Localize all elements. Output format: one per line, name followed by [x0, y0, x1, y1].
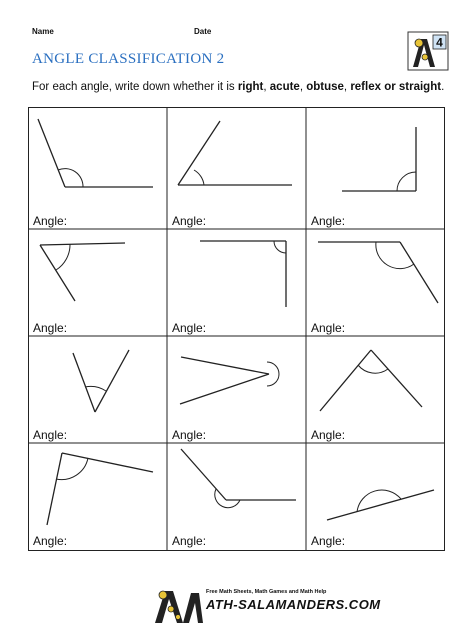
- angle-figure-12: [327, 490, 434, 520]
- angle-label-1: Angle:: [33, 214, 68, 228]
- angle-figure-9: [320, 350, 422, 411]
- date-label: Date: [194, 27, 212, 36]
- angle-label-6: Angle:: [311, 321, 346, 335]
- angle-figure-2: [178, 121, 292, 185]
- angle-figure-6: [318, 242, 438, 303]
- angle-figure-3: [342, 127, 416, 191]
- grade-badge-logo: [407, 31, 449, 71]
- instruction-text: For each angle, write down whether it is right, acute, obtuse, reflex or straight.: [32, 81, 445, 93]
- angle-label-7: Angle:: [33, 428, 68, 442]
- angle-figure-1: [38, 119, 153, 187]
- angle-label-11: Angle:: [172, 534, 207, 548]
- angle-label-8: Angle:: [172, 428, 207, 442]
- angle-figure-11: [181, 449, 296, 508]
- footer-brand: ATH-SALAMANDERS.COM: [206, 597, 381, 612]
- angle-label-4: Angle:: [33, 321, 68, 335]
- angle-figure-10: [47, 453, 153, 525]
- angle-label-3: Angle:: [311, 214, 346, 228]
- footer-tagline: Free Math Sheets, Math Games and Math Help: [206, 589, 327, 595]
- angle-label-12: Angle:: [311, 534, 346, 548]
- angle-grid: [28, 107, 445, 551]
- angle-figure-4: [40, 243, 125, 301]
- angle-figure-5: [200, 241, 286, 307]
- angle-label-5: Angle:: [172, 321, 207, 335]
- angle-figure-8: [180, 357, 279, 404]
- salamander-logo-icon: [153, 585, 205, 625]
- angle-label-2: Angle:: [172, 214, 207, 228]
- name-label: Name: [32, 27, 54, 36]
- angle-label-9: Angle:: [311, 428, 346, 442]
- angle-label-10: Angle:: [33, 534, 68, 548]
- page-title: ANGLE CLASSIFICATION 2: [32, 51, 225, 67]
- angle-figure-7: [73, 350, 129, 412]
- grade-number: 4: [436, 35, 443, 50]
